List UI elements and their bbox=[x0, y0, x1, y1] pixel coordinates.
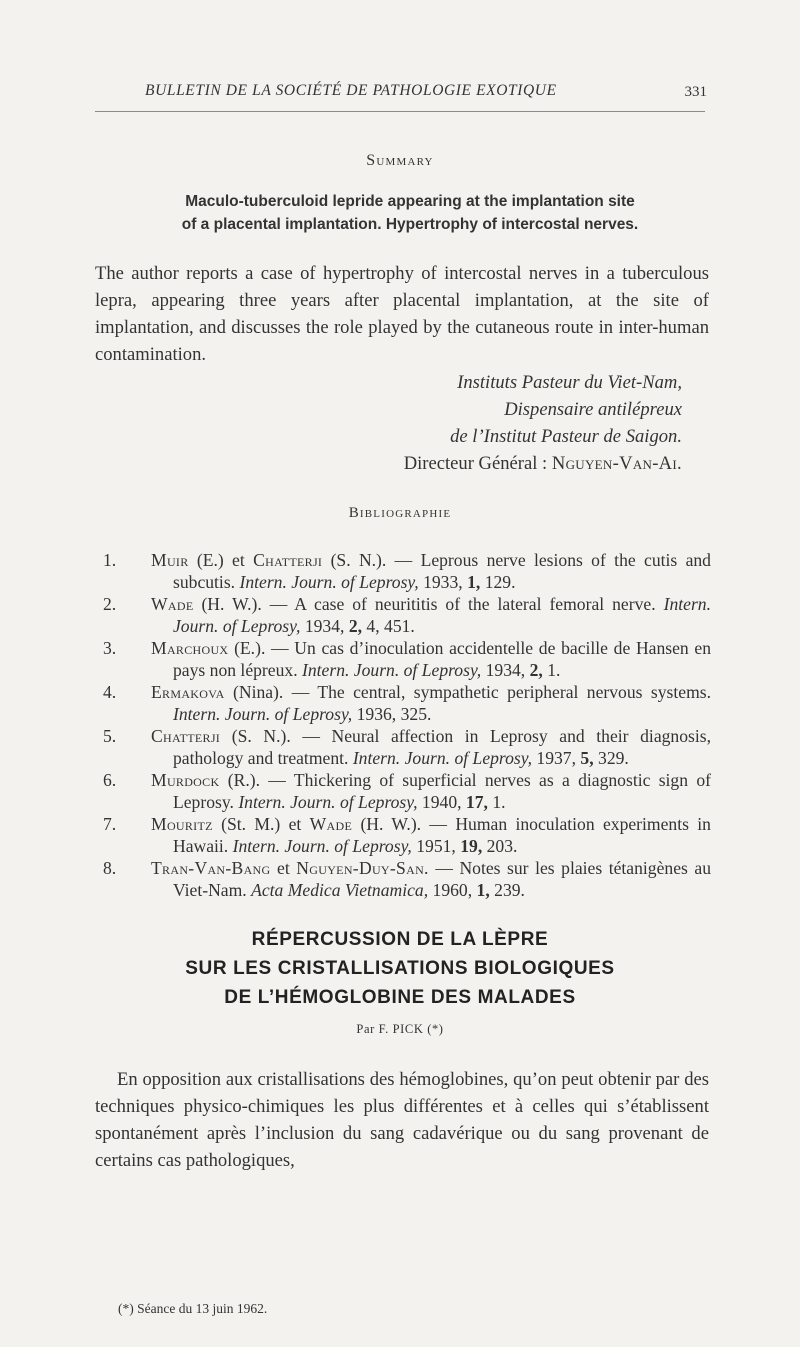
reference-pages: 203. bbox=[486, 836, 518, 856]
reference-number: 8. bbox=[103, 858, 117, 878]
reference-volume: 2, bbox=[348, 616, 363, 636]
reference-detail: (H. W.). — A case of neurititis of the lateral femoral nerve. bbox=[201, 594, 656, 614]
article-title-line: SUR LES CRISTALLISATIONS BIOLOGIQUES bbox=[185, 958, 615, 979]
reference-item bbox=[103, 813, 711, 857]
reference-volume: 2, bbox=[529, 660, 543, 680]
reference-item bbox=[103, 681, 711, 725]
header-rule bbox=[95, 111, 705, 112]
reference-number: 1. bbox=[103, 550, 117, 570]
reference-journal: Intern. Journ. of Leprosy, bbox=[302, 660, 482, 680]
reference-pages: 325. bbox=[400, 704, 432, 724]
reference-author: Muir bbox=[151, 550, 189, 570]
director-line bbox=[404, 450, 682, 477]
reference-journal: Intern. Journ. of Leprosy, bbox=[352, 748, 532, 768]
reference-detail: (R.). — Thickering of superficial nerves as a diagnostic sign of Leprosy. bbox=[173, 770, 711, 812]
reference-year: 1940, bbox=[421, 792, 462, 812]
summary-title bbox=[110, 190, 710, 236]
running-header bbox=[145, 82, 707, 104]
article-title-line: RÉPERCUSSION DE LA LÈPRE bbox=[251, 929, 549, 950]
reference-journal: Intern. Journ. of Leprosy, bbox=[173, 704, 353, 724]
affiliation-line: Dispensaire antilépreux bbox=[504, 399, 682, 420]
reference-text bbox=[151, 593, 711, 637]
reference-detail: (E.). — Un cas d’inoculation accidentelle de bacille de Hansen en pays non lépreux. bbox=[173, 638, 711, 680]
reference-journal: Intern. Journ. of Leprosy, bbox=[239, 572, 419, 592]
director-label: Directeur Général : bbox=[403, 453, 548, 474]
reference-year: 1960, bbox=[432, 880, 473, 900]
reference-pages: 1. bbox=[492, 792, 506, 812]
reference-pages: 129. bbox=[484, 572, 516, 592]
page-number: 331 bbox=[684, 84, 707, 100]
reference-detail: (H. W.). — Human inoculation experiments in Hawaii. bbox=[173, 814, 711, 856]
reference-text bbox=[151, 637, 711, 681]
reference-number: 7. bbox=[103, 814, 117, 834]
reference-author: Ermakova bbox=[151, 682, 225, 702]
reference-item bbox=[103, 857, 711, 901]
article-title bbox=[0, 925, 800, 1012]
summary-heading: Summary bbox=[366, 152, 434, 169]
reference-author: Tran-Van-Bang bbox=[151, 858, 271, 878]
reference-number: 3. bbox=[103, 638, 117, 658]
bibliography-heading: Bibliographie bbox=[348, 505, 452, 521]
reference-pages: 4, 451. bbox=[366, 616, 415, 636]
reference-author: Wade bbox=[151, 594, 194, 614]
reference-volume: 17, bbox=[465, 792, 488, 812]
reference-author: Mouritz bbox=[151, 814, 213, 834]
reference-item bbox=[103, 549, 711, 593]
reference-number: 4. bbox=[103, 682, 117, 702]
reference-detail: et bbox=[277, 858, 290, 878]
reference-author: Marchoux bbox=[151, 638, 229, 658]
reference-author: Chatterji bbox=[151, 726, 221, 746]
affiliation-line: de l’Institut Pasteur de Saigon. bbox=[450, 426, 682, 447]
reference-item bbox=[103, 769, 711, 813]
reference-detail: — Notes sur les plaies tétanigènes au Viet-Nam. bbox=[173, 858, 712, 900]
reference-volume: 1, bbox=[467, 572, 481, 592]
reference-year: 1934, bbox=[485, 660, 526, 680]
reference-number: 6. bbox=[103, 770, 117, 790]
reference-volume: 19, bbox=[460, 836, 483, 856]
summary-title-line: Maculo-tuberculoid lepride appearing at the implantation site bbox=[185, 193, 635, 210]
reference-detail: (E.) et bbox=[196, 550, 245, 570]
journal-title: BULLETIN DE LA SOCIÉTÉ DE PATHOLOGIE EXOTIQUE bbox=[145, 82, 557, 99]
reference-year: 1934, bbox=[304, 616, 345, 636]
footnote: (*) Séance du 13 juin 1962. bbox=[118, 1301, 268, 1316]
reference-year: 1933, bbox=[423, 572, 463, 592]
reference-detail: (S. N.). — Neural affection in Leprosy and their diagnosis, pathology and treatment. bbox=[173, 726, 711, 768]
reference-year: 1936, bbox=[356, 704, 397, 724]
reference-item bbox=[103, 637, 711, 681]
reference-text bbox=[151, 681, 711, 725]
summary-abstract: The author reports a case of hypertrophy of intercostal nerves in a tuberculous lepra, appearing three years after placental implantation, at the site of implantation, and discusses the role played by the cutaneous route in inter-human contamination. bbox=[95, 263, 709, 365]
reference-number: 5. bbox=[103, 726, 117, 746]
reference-journal: Acta Medica Vietnamica, bbox=[251, 880, 429, 900]
body-paragraph: En opposition aux cristallisations des hémoglobines, qu’on peut obtenir par des techniques physico-chimiques les plus différentes et à celles qui s’établissent spontanément après l’inclusion du sang cadavérique ou du sang provenant de certains cas pathologiques, bbox=[95, 1069, 709, 1171]
reference-text bbox=[151, 549, 711, 593]
reference-author: Murdock bbox=[151, 770, 220, 790]
reference-year: 1937, bbox=[536, 748, 576, 768]
reference-text bbox=[151, 857, 711, 901]
article-title-line: DE L’HÉMOGLOBINE DES MALADES bbox=[224, 987, 576, 1008]
reference-journal: Intern. Journ. of Leprosy, bbox=[232, 836, 412, 856]
reference-author: Nguyen-Duy-San. bbox=[296, 858, 429, 878]
reference-author: Wade bbox=[309, 814, 353, 834]
reference-journal: Intern. Journ. of Leprosy, bbox=[173, 594, 711, 636]
reference-item bbox=[103, 725, 711, 769]
reference-pages: 329. bbox=[598, 748, 629, 768]
reference-author: Chatterji bbox=[253, 550, 323, 570]
reference-journal: Intern. Journ. of Leprosy, bbox=[238, 792, 418, 812]
reference-item bbox=[103, 593, 711, 637]
reference-detail: (St. M.) et bbox=[221, 814, 302, 834]
reference-pages: 239. bbox=[494, 880, 525, 900]
reference-number: 2. bbox=[103, 594, 117, 614]
reference-pages: 1. bbox=[547, 660, 561, 680]
reference-text bbox=[151, 725, 711, 769]
director-name: Nguyen-Van-Ai. bbox=[551, 453, 682, 474]
reference-detail: (S. N.). — Leprous nerve lesions of the cutis and subcutis. bbox=[173, 550, 711, 592]
byline: Par F. PICK (*) bbox=[356, 1022, 444, 1036]
reference-text bbox=[151, 769, 711, 813]
reference-text bbox=[151, 813, 711, 857]
affiliation-line: Instituts Pasteur du Viet-Nam, bbox=[457, 372, 682, 393]
reference-year: 1951, bbox=[416, 836, 456, 856]
summary-title-line: of a placental implantation. Hypertrophy of intercostal nerves. bbox=[181, 216, 639, 233]
reference-volume: 5, bbox=[580, 748, 594, 768]
reference-detail: (Nina). — The central, sympathetic peripheral nervous systems. bbox=[233, 682, 711, 702]
reference-volume: 1, bbox=[476, 880, 490, 900]
